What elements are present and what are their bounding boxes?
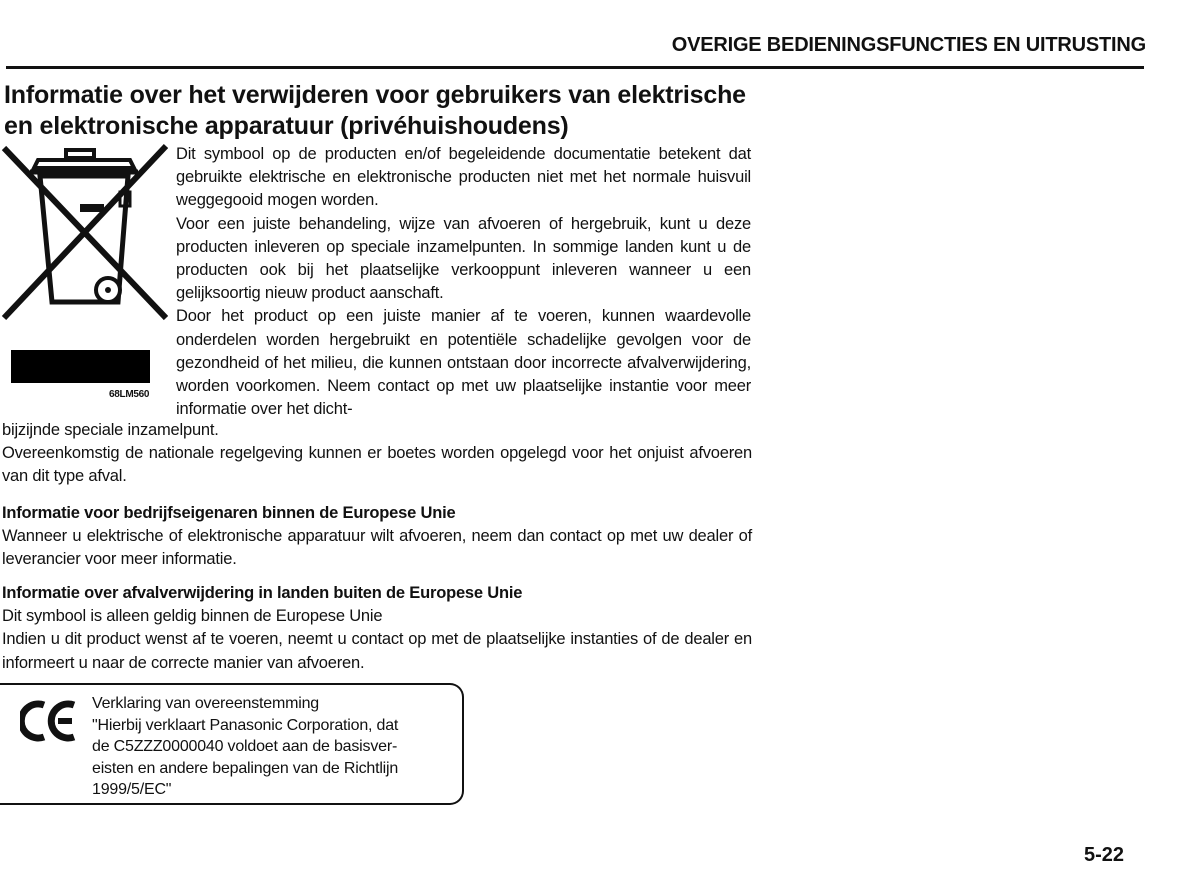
- section-business-eu: [2, 502, 752, 572]
- intro-paragraph-4: bijzijnde speciale inzamelpunt.: [2, 421, 219, 439]
- page-title: Informatie over het verwijderen voor gebruikers van elektrische en elektronische apparatuur (privéhuishoudens): [4, 81, 746, 140]
- ce-declaration-text: [92, 693, 452, 801]
- intro-text-wrapped: [176, 143, 751, 421]
- section-body: Dit symbool is alleen geldig binnen de Europese Unie: [2, 607, 383, 626]
- header-rule: [6, 66, 1144, 69]
- icon-code-label: 68LM560: [109, 389, 150, 400]
- page-number: 5-22: [1084, 844, 1125, 866]
- intro-paragraph-1: Dit symbool op de producten en/of begeleidende documentatie betekent dat gebruikte elektrische en elektronische producten niet met het normale huisvuil weggegooid mogen worden.: [176, 145, 751, 210]
- intro-paragraph-3: Door het product op een juiste manier af te voeren, kunnen waardevolle onderdelen worden hergebruikt en potentiële schadelijke gevolgen voor de gezondheid of het milieu, die kunnen ontstaan door incorrecte afvalverwijdering, worden voorkomen. Neem contact op met uw plaatselijke instantie voor meer informatie over het dicht-: [176, 307, 751, 419]
- ce-line: de C5ZZZ0000040 voldoet aan de basisver-: [92, 738, 398, 755]
- black-bar: [11, 350, 150, 383]
- ce-line: 1999/5/EC": [92, 781, 172, 798]
- section-header: OVERIGE BEDIENINGSFUNCTIES EN UITRUSTING: [671, 34, 1146, 56]
- section-body: Indien u dit product wenst af te voeren, neemt u contact op met de plaatselijke instanties of de dealer en informeert u naar de correcte manier van afvoeren.: [2, 630, 752, 672]
- intro-text-full: [2, 419, 752, 489]
- intro-paragraph-5: Overeenkomstig de nationale regelgeving kunnen er boetes worden opgelegd voor het onjuist afvoeren van dit type afval.: [2, 444, 752, 486]
- section-outside-eu: [2, 582, 752, 675]
- ce-line: eisten en andere bepalingen van de Richtlijn: [92, 759, 399, 777]
- ce-line: "Hierbij verklaart Panasonic Corporation, dat: [92, 716, 399, 734]
- ce-declaration-box: [0, 683, 464, 805]
- crossed-out-wheelie-bin-icon: [0, 142, 168, 324]
- section-heading: Informatie voor bedrijfseigenaren binnen de Europese Unie: [2, 504, 456, 522]
- ce-line: Verklaring van overeenstemming: [92, 695, 320, 712]
- section-body: Wanneer u elektrische of elektronische apparatuur wilt afvoeren, neem dan contact op met uw dealer of leverancier voor meer informatie.: [2, 527, 752, 569]
- intro-paragraph-2: Voor een juiste behandeling, wijze van afvoeren of hergebruik, kunt u deze producten inleveren op speciale inzamelpunten. In sommige landen kunt u de producten ook bij het plaatselijke verkooppunt inleveren wanneer u een gelijksoortig nieuw product aanschaft.: [176, 214, 751, 303]
- section-heading: Informatie over afvalverwijdering in landen buiten de Europese Unie: [2, 584, 523, 602]
- ce-mark-icon: [20, 699, 78, 743]
